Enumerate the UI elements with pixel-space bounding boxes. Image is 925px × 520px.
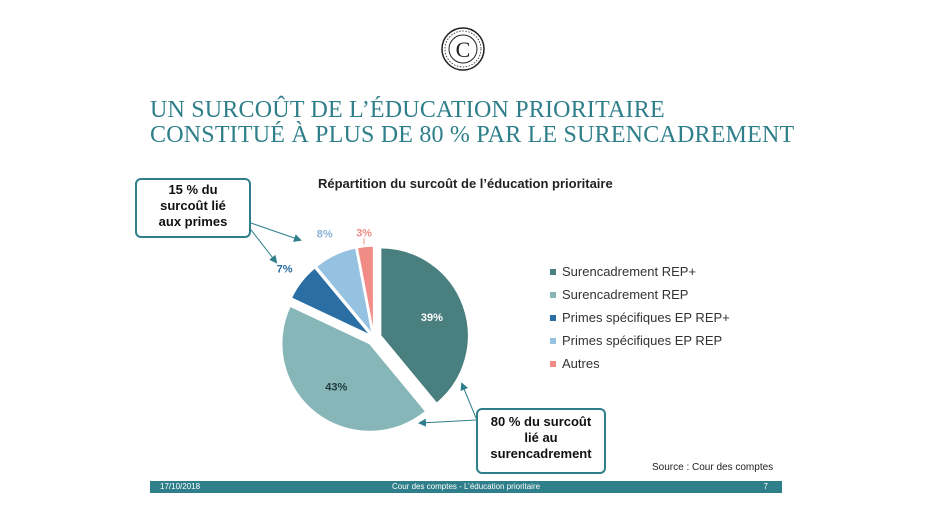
pie-label-primes-ep-rep-plus: 7% bbox=[276, 263, 293, 276]
legend-label: Autres bbox=[562, 356, 600, 371]
callout-surencadrement-line-2: lié au bbox=[524, 430, 558, 445]
title-line-1: UN SURCOÛT DE L’ÉDUCATION PRIORITAIRE bbox=[150, 97, 665, 123]
callout-primes-line-1: 15 % du bbox=[168, 182, 218, 197]
legend-label: Surencadrement REP+ bbox=[562, 264, 697, 279]
legend-label: Primes spécifiques EP REP+ bbox=[562, 310, 730, 325]
legend-item-autres bbox=[550, 352, 730, 375]
callout-primes-line-3: aux primes bbox=[158, 214, 228, 229]
pie-label-surencadrement-rep-plus: 39% bbox=[420, 312, 443, 325]
callout-primes bbox=[135, 178, 251, 238]
pie-label-autres: 3% bbox=[356, 227, 372, 240]
footer-title: Cour des comptes - L’éducation prioritaire bbox=[392, 482, 541, 491]
chart-title: Répartition du surcoût de l’éducation prioritaire bbox=[318, 176, 613, 191]
callout-surencadrement-line-3: surencadrement bbox=[490, 446, 592, 461]
footer-date: 17/10/2018 bbox=[160, 482, 201, 491]
legend-label: Primes spécifiques EP REP bbox=[562, 333, 723, 348]
legend-swatch bbox=[550, 338, 556, 344]
chart-legend bbox=[550, 260, 730, 375]
callout-surencadrement-line-1: 80 % du surcoût bbox=[490, 414, 592, 429]
legend-swatch bbox=[550, 361, 556, 367]
logo-letter: C bbox=[455, 37, 471, 62]
footer-page: 7 bbox=[763, 482, 768, 491]
pie-label-surencadrement-rep: 43% bbox=[325, 381, 348, 394]
legend-swatch bbox=[550, 292, 556, 298]
legend-label: Surencadrement REP bbox=[562, 287, 689, 302]
callout-surencadrement bbox=[476, 408, 606, 474]
callout-arrow-surencadrement-2 bbox=[420, 420, 476, 423]
legend-item-surencadrement-rep bbox=[550, 283, 730, 306]
footer-bar bbox=[150, 481, 782, 493]
legend-item-surencadrement-rep-plus bbox=[550, 260, 730, 283]
callout-arrow-surencadrement-1 bbox=[462, 384, 476, 418]
title-line-2: CONSTITUÉ À PLUS DE 80 % PAR LE SURENCADREMENT bbox=[150, 122, 795, 148]
legend-item-primes-ep-rep-plus bbox=[550, 306, 730, 329]
legend-swatch bbox=[550, 315, 556, 321]
legend-item-primes-ep-rep bbox=[550, 329, 730, 352]
callout-primes-line-2: surcoût lié bbox=[160, 198, 226, 213]
pie-label-primes-ep-rep: 8% bbox=[316, 228, 333, 241]
callout-arrow-primes-1 bbox=[248, 222, 300, 240]
legend-swatch bbox=[550, 269, 556, 275]
source-note: Source : Cour des comptes bbox=[652, 462, 774, 473]
callout-arrow-primes-2 bbox=[248, 226, 276, 262]
